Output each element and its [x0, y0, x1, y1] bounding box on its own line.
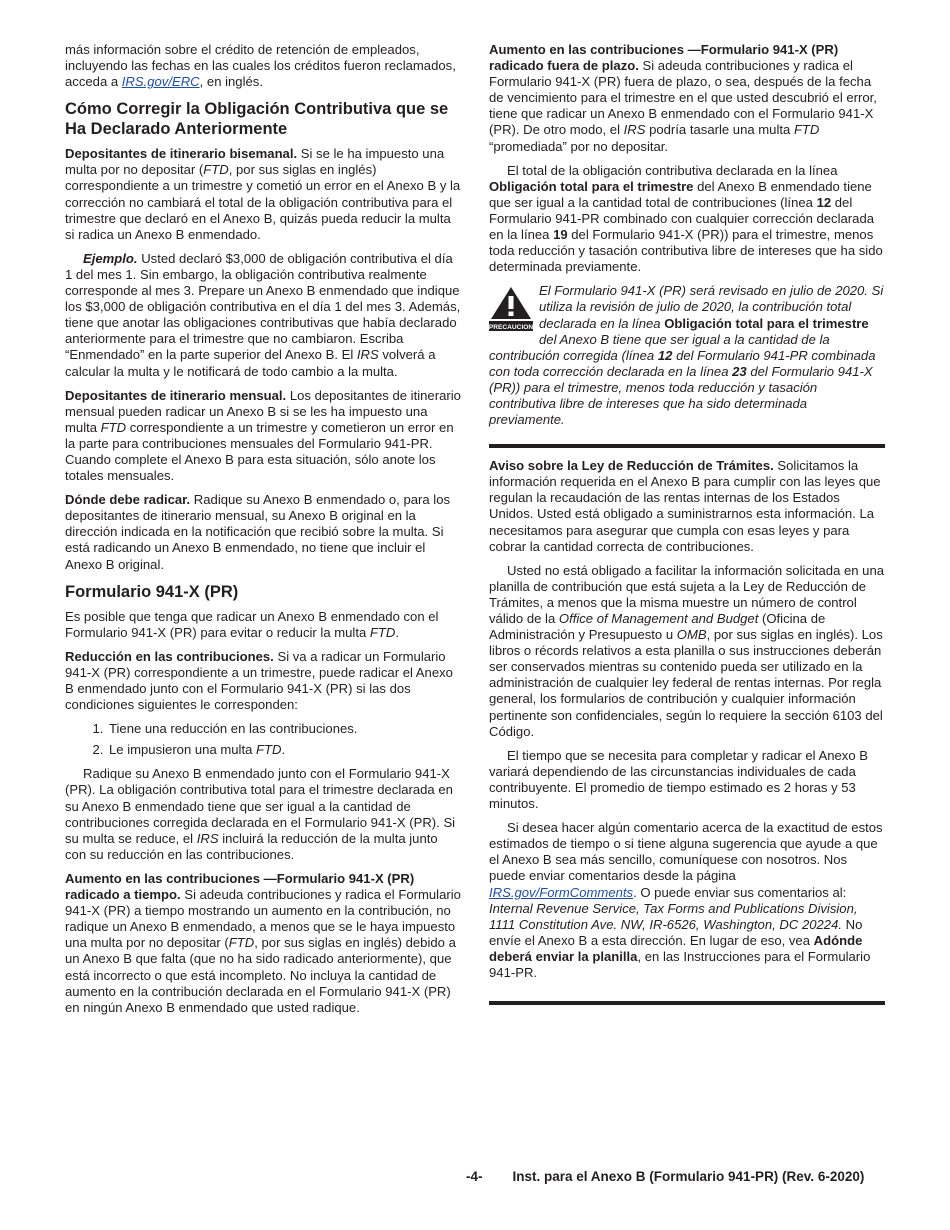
heading-form-941x: Formulario 941-X (PR) [65, 582, 239, 601]
text: , en inglés. [199, 74, 263, 90]
italic: FTD [228, 935, 255, 951]
paragraph-tax-decrease [65, 649, 461, 713]
text: del Formulario 941-PR combinado con cualquier corrección declarada en la línea [489, 194, 875, 243]
list-item: 1. Tiene una reducción en las contribuciones. [107, 721, 461, 737]
text: podría tasarle una multa [645, 122, 794, 138]
italic: Office of Management and Budget [558, 611, 759, 626]
text: incluirá la reducción de la multa junto con su reducción en las contribuciones. [65, 830, 438, 862]
caution-text [489, 283, 885, 428]
paragraph-omb [489, 563, 885, 740]
text: del Formulario 941-X (PR)) para el trimestre, menos toda reducción y tasación contributiva libre de intereses que ha sido determinada previamente. [489, 363, 873, 428]
paragraph-941x-intro [65, 609, 461, 641]
bold: 23 [732, 363, 747, 379]
text: Usted declaró $3,000 de obligación contributiva el día 1 del mes 1. Sin embargo, la obligación contributiva realmente corresponde al mes 3. Prepare un Anexo B enmendado que indique los $3,000 de obligación contributiva en el día 1 del mes 3. Además, tiene que anotar las obligaciones contributivas que había declarado anteriormente para el trimestre que no cambiaron. Escriba “Enmendado” en la parte superior del Anexo B. El [65, 250, 461, 363]
text: Solicitamos la información requerida en el Anexo B para cumplir con las leyes que regulan la recaudación de las rentas internas de los Estados Unidos. Usted está obligado a suministrarnos esta información. La necesitamos para asegurar que cumpla con esas leyes y para cobrar la cantidad correcta de contribuciones. [489, 458, 881, 554]
lead: Ejemplo. [83, 250, 138, 266]
text: Usted no está obligado a facilitar la información solicitada en una planilla de contribución que está sujeta a la Ley de Reducción de Trámites, a menos que la misma muestre un número de control válido de la [489, 562, 885, 626]
heading-correct-liability: Cómo Corregir la Obligación Contributiva que se Ha Declarado Anteriormente [65, 100, 449, 139]
text: . [395, 624, 399, 640]
paragraph-semiweekly [65, 146, 461, 243]
text: El tiempo que se necesita para completar y radicar el Anexo B variará dependiendo de las circunstancias individuales de cada contribuyente. El promedio de tiempo estimado es 2 horas y 53 minutos. [489, 747, 868, 812]
lead: Depositantes de itinerario bisemanal. [65, 146, 298, 162]
italic: FTD [793, 122, 820, 138]
text: más información sobre el crédito de retención de empleados, incluyendo las fechas en las cuales los créditos fueron reclamados, acceda a [65, 42, 456, 90]
lead: Aviso sobre la Ley de Reducción de Trámites. [489, 458, 774, 474]
bold: 19 [553, 227, 568, 243]
text: Los depositantes de itinerario mensual pueden radicar un Anexo B si se les ha impuesto una multa [65, 387, 461, 435]
text: Si desea hacer algún comentario acerca de la exactitud de estos estimados de tiempo o si tiene alguna sugerencia que ayude a que el Anexo B sea más sencillo, comuníquese con nosotros. Nos puede enviar comentarios desde la página [489, 820, 883, 884]
caution-label: PRECAUCION [489, 324, 533, 332]
paragraph-time-estimate [489, 748, 885, 812]
text: Radique su Anexo B enmendado o, para los depositantes de itinerario mensual, su Anexo B original en la dirección indicada en la notificación que recibió sobre la multa. Si está radicando un Anexo B enmendado, no tiene que incluir el Anexo B original. [65, 492, 451, 572]
page-number: -4- [466, 1169, 483, 1184]
text: Radique su Anexo B enmendado junto con el Formulario 941-X (PR). La obligación contributiva total para el trimestre declarada en su Anexo B enmendado tiene que ser igual a la cantidad de contribuciones corregida declarada en el Formulario 941-X (PR). Si su multa se reduce, el [65, 766, 456, 846]
caution-note [489, 283, 885, 428]
lead: Reducción en las contribuciones. [65, 648, 274, 664]
italic: FTD [203, 162, 229, 178]
italic: FTD [100, 419, 127, 435]
text: Es posible que tenga que radicar un Anexo B enmendado con el Formulario 941-X (PR) para evitar o reducir la multa [65, 608, 439, 640]
document-title: Inst. para el Anexo B (Formulario 941-PR) (Rev. 6-2020) [512, 1169, 865, 1184]
paragraph-file-amended [65, 766, 461, 863]
text: “promediada” por no depositar. [489, 138, 669, 154]
text: del Formulario 941-X (PR)) para el trimestre, menos toda reducción y tasación contributiva libre de intereses que ha sido determinada previamente. [489, 227, 883, 275]
list-item [107, 742, 461, 758]
italic: IRS [623, 122, 646, 138]
paragraph-comments [489, 820, 885, 981]
divider [489, 444, 885, 448]
text: Le impusieron una multa [109, 742, 257, 758]
caution-icon [489, 286, 533, 332]
text: , en las Instrucciones para el Formulario 941-PR. [489, 948, 871, 980]
lead: Depositantes de itinerario mensual. [65, 387, 287, 403]
text: (Oficina de Administración y Presupuesto u [489, 611, 826, 643]
text: . [281, 742, 286, 758]
text: . O puede enviar sus comentarios al: [633, 884, 847, 900]
paragraph-increase-late [489, 42, 885, 155]
text: del Formulario 941-PR combinada con toda corrección declarada en la línea [489, 347, 876, 379]
paragraph-monthly [65, 388, 461, 485]
text: Si se le ha impuesto una multa por no depositar ( [65, 146, 445, 178]
bold: Adónde deberá enviar la planilla [489, 932, 863, 964]
text: , por sus siglas en inglés) correspondiente a un trimestre y cometió un error en el Anexo B y la corrección no cambiará el total de la obligación contributiva para el trimestre que declaró en el Anexo B, quizás pueda reducir la multa si radica un Anexo B enmendado. [65, 162, 461, 242]
text: Si va a radicar un Formulario 941-X (PR) correspondiente a un trimestre, puede radicar el Anexo B enmendado junto con el Formulario 941-X (PR) si las dos condiciones siguientes le corresponden: [65, 648, 453, 713]
text: , por sus siglas en inglés). Los libros o récords relativos a esta planilla o sus instrucciones deberán ser conservados mientras su contenido pueda ser utilizado en la administración de cualquier ley federal de rentas internas. Por regla general, los formularios de contribución y cualquier información pertinente son confidenciales, según lo requiere la sección 6103 del Código. [489, 627, 883, 739]
paragraph-erc [65, 42, 461, 90]
bold: Obligación total para el trimestre [489, 178, 694, 194]
lead: Aumento en las contribuciones —Formulario 941-X (PR) radicado fuera de plazo. [489, 42, 839, 74]
italic: IRS [356, 347, 379, 363]
paragraph-example [65, 251, 461, 380]
italic: OMB [676, 627, 707, 643]
text: del Anexo B tiene que ser igual a la cantidad de la contribución corregida (línea [489, 331, 830, 363]
conditions-list [65, 721, 461, 758]
lead: Aumento en las contribuciones —Formulario 941-X (PR) radicado a tiempo. [65, 870, 415, 903]
text: El Formulario 941-X (PR) será revisado en julio de 2020. Si utiliza la revisión de julio de 2020, la contribución total declarada en la línea [539, 283, 884, 331]
italic: FTD [369, 624, 396, 640]
italic: IRS [196, 830, 219, 846]
bold: 12 [657, 347, 673, 363]
text: No envíe el Anexo B a esta dirección. En lugar de eso, vea [489, 916, 863, 948]
paragraph-increase-timely [65, 871, 461, 1016]
bold: Obligación total para el trimestre [664, 315, 869, 331]
irs-erc-link[interactable]: IRS.gov/ERC [121, 74, 200, 90]
paragraph-total-liability [489, 163, 885, 276]
page-footer [466, 1169, 864, 1184]
text: Si adeuda contribuciones y radica el Formulario 941-X (PR) fuera de plazo, o sea, después de la fecha de vencimiento para el trimestre en el que usted descubrió el error, tiene que radicar un Anexo B enmendado con el Formulario 941-X (PR). De otro modo, el [489, 58, 877, 138]
left-column [65, 42, 461, 1024]
text: , por sus siglas en inglés) debido a un Anexo B que falta (que no ha sido radicado anteriormente), que está incorrecto o que está incompleto. No incluya la cantidad de aumento en la contribución declarada en el Formulario 941-X (PR) en ningún Anexo B enmendado que usted radique. [65, 935, 456, 1015]
paragraph-where-to-file [65, 492, 461, 572]
bold: 12 [816, 194, 832, 210]
italic: Internal Revenue Service, Tax Forms and Publications Division, 1111 Constitution Ave. NW, IR-6526, Washington, DC 20224. [489, 900, 858, 932]
text: El total de la obligación contributiva declarada en la línea [507, 162, 838, 178]
irs-form-comments-link[interactable]: IRS.gov/FormComments [489, 884, 634, 900]
text: correspondiente a un trimestre y cometieron un error en la parte para contribuciones mensuales del Formulario 941-PR. Cuando complete el Anexo B para esta situación, sólo anote los totales mensuales. [65, 419, 454, 484]
italic: FTD [256, 742, 282, 758]
text: Si adeuda contribuciones y radica el Formulario 941-X (PR) a tiempo mostrando un aumento en la contribución, no radique un Anexo B enmendado, a menos que se le haya impuesto una multa por no depositar ( [65, 887, 461, 951]
text: del Anexo B enmendado tiene que ser igual a la cantidad total de contribuciones (línea [489, 178, 872, 210]
lead: Dónde debe radicar. [65, 492, 191, 508]
divider [489, 1001, 885, 1005]
paragraph-paperwork-act [489, 458, 885, 555]
text: volverá a calcular la multa y le notificará de todo cambio a la multa. [65, 347, 436, 379]
right-column [489, 42, 885, 1015]
